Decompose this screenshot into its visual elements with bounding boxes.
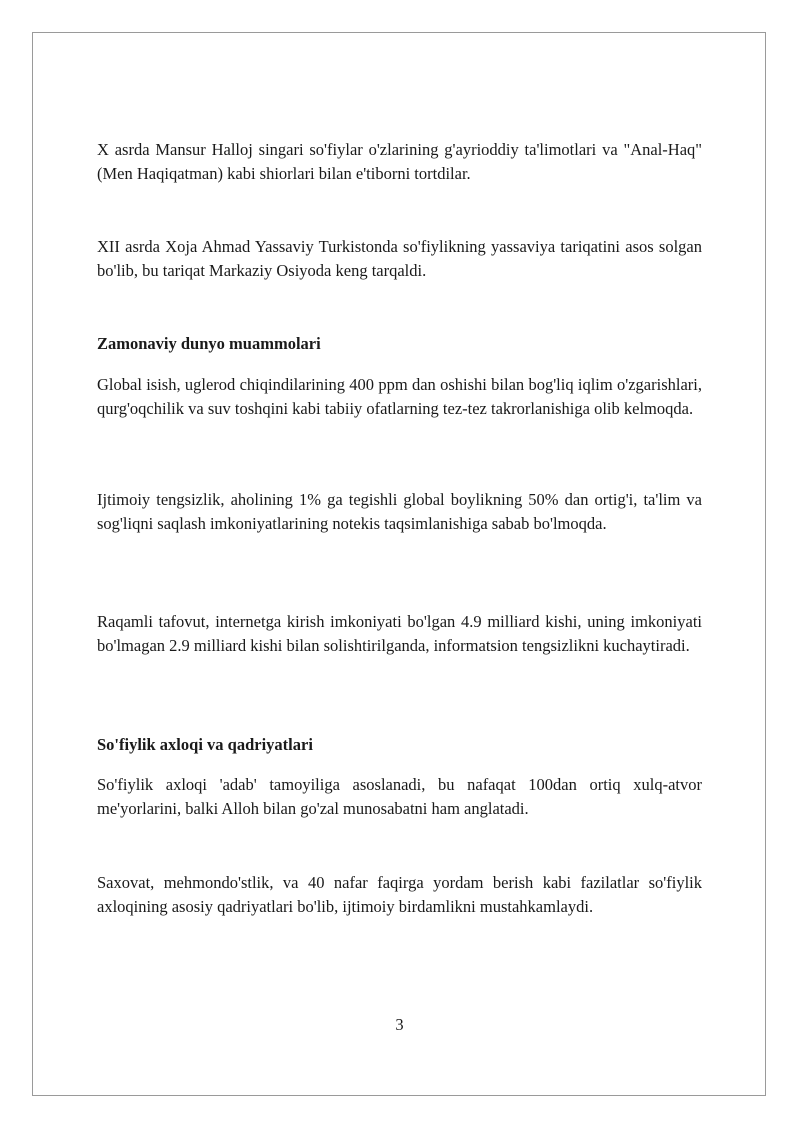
heading-modern-problems: Zamonaviy dunyo muammolari: [97, 334, 321, 353]
paragraph-social-inequality: Ijtimoiy tengsizlik, aholining 1% ga tegishli global boylikning 50% dan ortig'i, ta'lim va sog'liqni saqlash imkoniyatlarining notekis taqsimlanishiga sabab bo'lmoqda.: [97, 490, 702, 533]
paragraph-global-warming: Global isish, uglerod chiqindilarining 400 ppm dan oshishi bilan bog'liq iqlim o'zgarishlari, qurg'oqchilik va suv toshqini kabi tabiiy ofatlarning tez-tez takrorlanishiga olib kelmoqda.: [97, 375, 702, 418]
paragraph-mansur-halloj: X asrda Mansur Halloj singari so'fiylar o'zlarining g'ayrioddiy ta'limotlari va "Anal-Haq" (Men Haqiqatman) kabi shiorlari bilan e'tiborni tortdilar.: [97, 140, 702, 183]
paragraph-yassaviy: XII asrda Xoja Ahmad Yassaviy Turkistonda so'fiylikning yassaviya tariqatini asos solgan bo'lib, bu tariqat Markaziy Osiyoda keng tarqaldi.: [97, 237, 702, 280]
paragraph-generosity: Saxovat, mehmondo'stlik, va 40 nafar faqirga yordam berish kabi fazilatlar so'fiylik axloqining asosiy qadriyatlari bo'lib, ijtimoiy birdamlikni mustahkamlaydi.: [97, 873, 702, 916]
page-content: [97, 0, 702, 1131]
paragraph-digital-divide: Raqamli tafovut, internetga kirish imkoniyati bo'lgan 4.9 milliard kishi, uning imkoniyati bo'lmagan 2.9 milliard kishi bilan solishtirilganda, informatsion tengsizlikni kuchaytiradi.: [97, 612, 702, 655]
heading-sufi-ethics: So'fiylik axloqi va qadriyatlari: [97, 735, 313, 754]
paragraph-adab: So'fiylik axloqi 'adab' tamoyiliga asoslanadi, bu nafaqat 100dan ortiq xulq-atvor me'yorlarini, balki Alloh bilan go'zal munosabatni ham anglatadi.: [97, 775, 702, 818]
page-number: 3: [395, 1015, 404, 1034]
